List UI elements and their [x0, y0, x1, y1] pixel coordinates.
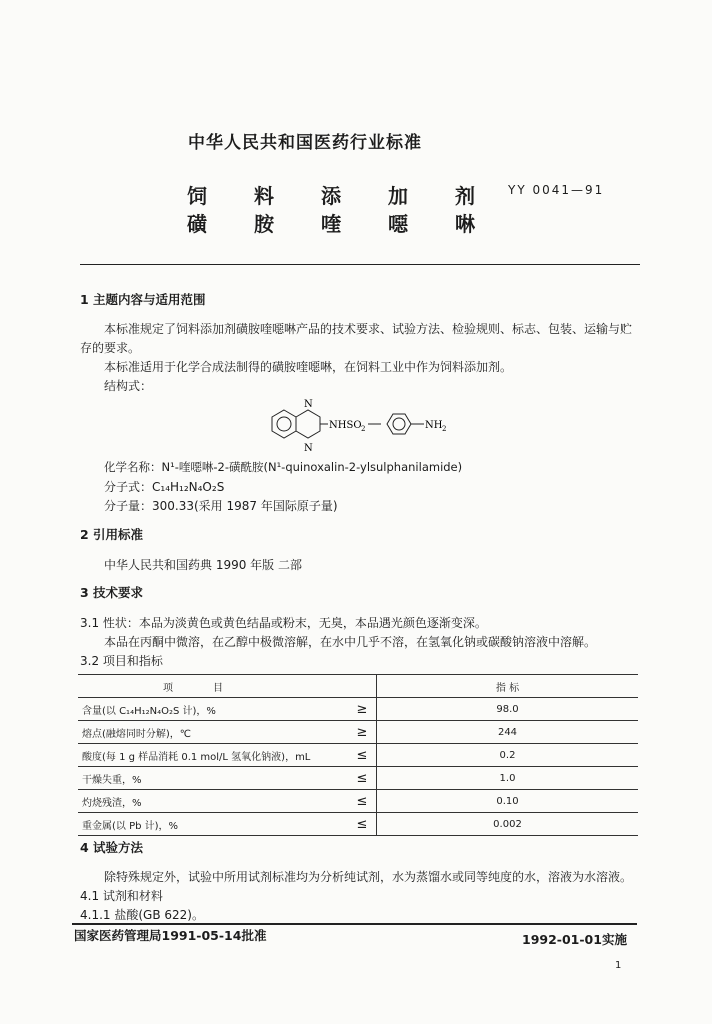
title-char: 胺 — [254, 212, 274, 236]
reference-standard: 中华人民共和国药典 1990 年版 二部 — [104, 558, 302, 572]
row-operator: ≤ — [348, 813, 377, 836]
amino-label: NH — [425, 420, 443, 431]
section-1-paragraph-2: 本标准适用于化学合成法制得的磺胺喹噁啉，在饲料工业中作为饲料添加剂。 — [104, 360, 513, 374]
spec-table — [78, 674, 638, 836]
section-4-paragraph: 除特殊规定外，试验中所用试剂标准均为分析纯试剂，水为蒸馏水或同等纯度的水，溶液为水溶液。 — [104, 870, 633, 884]
title-char: 饲 — [187, 184, 207, 208]
table-row — [78, 813, 638, 836]
row-item: 干燥失重，% — [78, 767, 348, 790]
title-char: 啉 — [455, 212, 475, 236]
molecular-weight: 分子量：300.33(采用 1987 年国际原子量) — [104, 499, 338, 513]
column-header-index: 指 标 — [377, 675, 639, 698]
title-char: 剂 — [455, 184, 475, 208]
table-row — [78, 790, 638, 813]
section-2-heading: 2 引用标准 — [80, 527, 144, 542]
title-line-2 — [180, 208, 515, 237]
row-item: 熔点(融熔同时分解)，℃ — [78, 721, 348, 744]
row-item: 酸度(每 1 g 样品消耗 0.1 mol/L 氢氧化钠液)，mL — [78, 744, 348, 767]
structural-formula — [264, 396, 464, 458]
row-value: 0.10 — [377, 790, 639, 813]
title-line-1 — [180, 180, 515, 209]
row-item: 重金属(以 Pb 计)，% — [78, 813, 348, 836]
row-item: 灼烧残渣，% — [78, 790, 348, 813]
sulfonamide-subscript: 2 — [361, 425, 366, 433]
title-char: 噁 — [388, 212, 408, 236]
row-value: 98.0 — [377, 698, 639, 721]
molecular-formula: 分子式：C₁₄H₁₂N₄O₂S — [104, 480, 225, 494]
table-row — [78, 767, 638, 790]
row-value: 244 — [377, 721, 639, 744]
clause-3-2: 3.2 项目和指标 — [80, 654, 163, 668]
table-row — [78, 744, 638, 767]
approval-date: 国家医药管理局1991-05-14批准 — [74, 928, 267, 943]
section-1-paragraph-1-cont: 存的要求。 — [80, 341, 141, 355]
section-3-heading: 3 技术要求 — [80, 585, 144, 600]
row-operator: ≥ — [348, 698, 377, 721]
clause-4-1: 4.1 试剂和材料 — [80, 889, 163, 903]
title-char: 喹 — [321, 212, 341, 236]
table-header-row — [78, 675, 638, 698]
standard-code: YY 0041—91 — [508, 183, 605, 197]
table-row — [78, 721, 638, 744]
section-4-heading: 4 试验方法 — [80, 840, 144, 855]
amino-subscript: 2 — [442, 425, 447, 433]
row-value: 0.002 — [377, 813, 639, 836]
nitrogen-label-top: N — [304, 399, 313, 410]
sulfonamide-label: NHSO — [329, 420, 362, 431]
clause-3-1-cont: 本品在丙酮中微溶，在乙醇中极微溶解，在水中几乎不溶，在氢氧化钠或碳酸钠溶液中溶解。 — [104, 635, 597, 649]
row-value: 0.2 — [377, 744, 639, 767]
page-number: 1 — [615, 960, 622, 971]
footer-divider — [72, 923, 637, 925]
row-item: 含量(以 C₁₄H₁₂N₄O₂S 计)，% — [78, 698, 348, 721]
title-char: 料 — [254, 184, 274, 208]
table-row — [78, 698, 638, 721]
section-1-paragraph-1: 本标准规定了饲料添加剂磺胺喹噁啉产品的技术要求、试验方法、检验规则、标志、包装、运输与贮 — [104, 322, 633, 336]
row-operator: ≤ — [348, 767, 377, 790]
row-operator: ≤ — [348, 744, 377, 767]
title-char: 加 — [388, 184, 408, 208]
title-char: 磺 — [187, 212, 207, 236]
row-operator: ≤ — [348, 790, 377, 813]
issuing-organization: 中华人民共和国医药行业标准 — [188, 133, 422, 153]
column-header-item: 项目 — [78, 675, 348, 698]
row-operator: ≥ — [348, 721, 377, 744]
chemical-name: 化学名称：N¹-喹噁啉-2-磺酰胺(N¹-quinoxalin-2-ylsulphanilamide) — [104, 460, 463, 474]
implementation-date: 1992-01-01实施 — [522, 932, 627, 947]
structure-label: 结构式： — [104, 379, 153, 393]
section-1-heading: 1 主题内容与适用范围 — [80, 292, 206, 307]
nitrogen-label-bottom: N — [304, 443, 313, 454]
clause-3-1: 3.1 性状：本品为淡黄色或黄色结晶或粉末，无臭，本品遇光颜色逐渐变深。 — [80, 616, 487, 630]
clause-4-1-1: 4.1.1 盐酸(GB 622)。 — [80, 908, 204, 922]
title-char: 添 — [321, 184, 341, 208]
row-value: 1.0 — [377, 767, 639, 790]
header-divider — [80, 264, 640, 265]
column-header-operator — [348, 675, 377, 698]
